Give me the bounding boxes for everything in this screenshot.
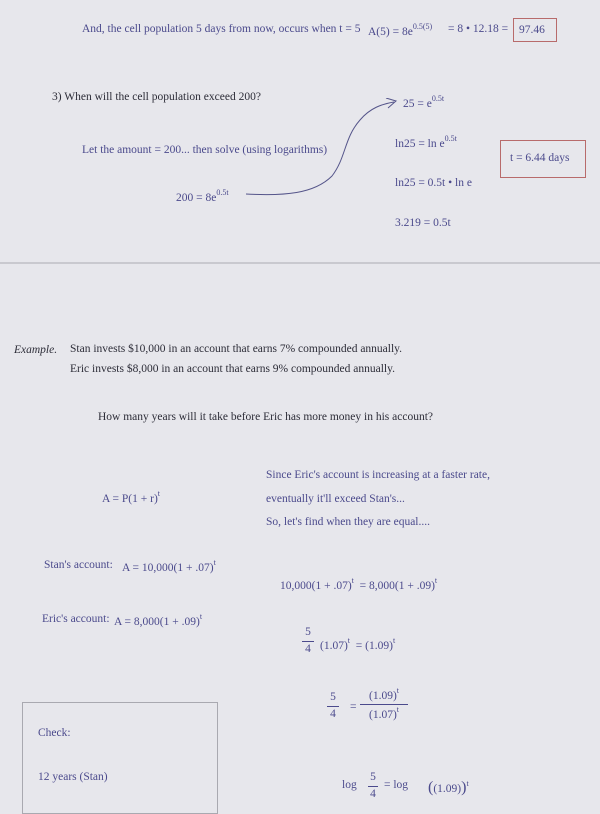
time-answer: t = 6.44 days xyxy=(510,152,570,164)
solve-instruction: Let the amount = 200... then solve (using logarithms) xyxy=(82,144,328,156)
step-3: ln25 = 0.5t • ln e xyxy=(395,177,472,189)
equation-4-paren: $((1.09))^t$ xyxy=(428,779,469,796)
check-line-1: 12 years (Stan) xyxy=(38,771,108,783)
population-formula: $A(5) = 8e^{0.5(5)}$ xyxy=(368,22,433,38)
equation-3-left-fraction: 5 4 xyxy=(327,692,339,720)
stan-account-formula: $A = 10,000(1 + .07)^t$ xyxy=(122,558,216,574)
equation-3-right-fraction: $(1.09)^t$ $(1.07)^t$ xyxy=(360,688,408,722)
check-title: Check: xyxy=(38,727,71,739)
population-answer: 97.46 xyxy=(519,24,545,36)
equation-2: $(1.07)^t = (1.09)^t$ xyxy=(320,636,396,652)
equation-1: $10,000(1 + .07)^t = 8,000(1 + .09)^t$ xyxy=(280,576,438,592)
example-label: Example. xyxy=(14,344,58,356)
stan-description: Stan invests $10,000 in an account that earns 7% compounded annually. xyxy=(70,343,403,355)
equation-start: $200 = 8e^{0.5t}$ xyxy=(176,188,229,204)
section-divider xyxy=(0,262,600,264)
population-calc: = 8 • 12.18 = xyxy=(448,23,509,35)
question-3: 3) When will the cell population exceed 200? xyxy=(52,91,261,103)
step-4: 3.219 = 0.5t xyxy=(395,217,451,229)
equation-4-right: = log xyxy=(384,779,409,791)
note-line-3: So, let's find when they are equal.... xyxy=(266,516,430,528)
stan-account-label: Stan's account: xyxy=(44,559,113,571)
population-5-days-text: And, the cell population 5 days from now, occurs when t = 5 xyxy=(82,23,361,35)
step-1: $25 = e^{0.5t}$ xyxy=(403,94,445,110)
note-line-1: Since Eric's account is increasing at a faster rate, xyxy=(266,469,490,481)
general-formula: $A = P(1 + r)^t$ xyxy=(102,489,161,505)
equation-3-equals: = xyxy=(350,701,357,713)
eric-account-label: Eric's account: xyxy=(42,613,110,625)
eric-account-formula: $A = 8,000(1 + .09)^t$ xyxy=(114,612,203,628)
arrow-curve xyxy=(244,98,404,198)
check-box xyxy=(22,702,218,814)
example-question: How many years will it take before Eric has more money in his account? xyxy=(98,411,433,423)
note-line-2: eventually it'll exceed Stan's... xyxy=(266,493,405,505)
equation-2-fraction: 5 4 xyxy=(302,627,314,655)
eric-description: Eric invests $8,000 in an account that earns 9% compounded annually. xyxy=(70,363,395,375)
step-2: $\ln 25 = \ln e^{0.5t}$ xyxy=(395,134,457,150)
equation-4-log: log xyxy=(342,779,357,791)
equation-4-fraction: 5 4 xyxy=(368,772,378,800)
